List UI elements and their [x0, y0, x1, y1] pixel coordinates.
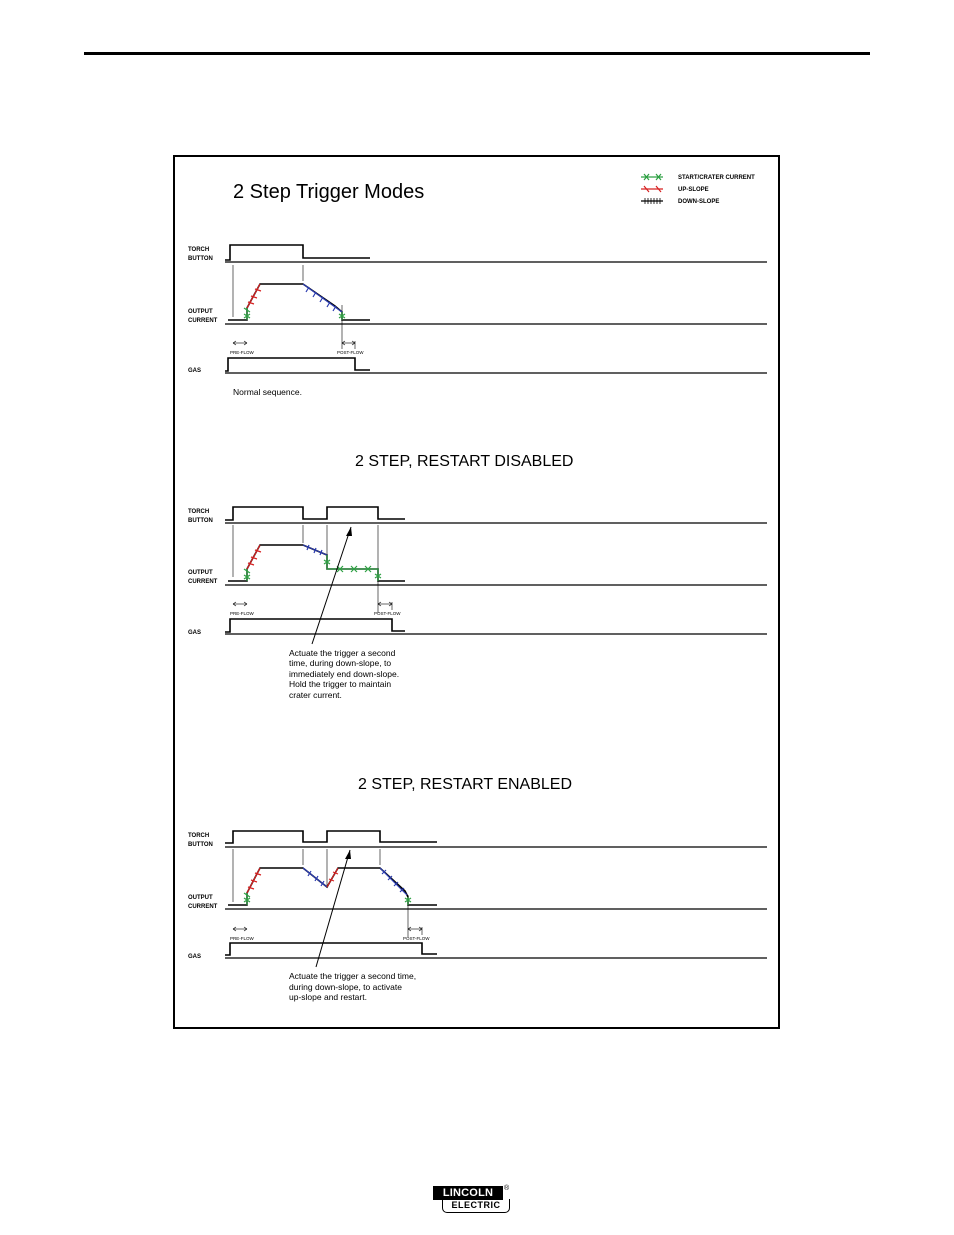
restart-disabled-diagram [188, 453, 767, 700]
normal-sequence-note: Normal sequence. [233, 387, 302, 397]
output-label-line1: OUTPUT [188, 309, 213, 315]
gas-label: GAS [188, 954, 202, 960]
torch-button-trace [225, 831, 437, 843]
legend-up-slope-swatch [641, 186, 663, 192]
torch-button-trace [225, 507, 405, 520]
pre-flow-label: PRE-FLOW [230, 611, 254, 616]
restart-enabled-heading: 2 STEP, RESTART ENABLED [358, 776, 573, 793]
diagram-frame [173, 155, 780, 1029]
gas-trace [225, 619, 405, 632]
torch-button-trace [225, 245, 370, 260]
pre-flow-label: PRE-FLOW [230, 350, 254, 355]
torch-label-line2: BUTTON [188, 518, 213, 524]
diagram-title: 2 Step Trigger Modes [233, 181, 425, 203]
legend-down-slope-swatch [641, 198, 663, 204]
post-flow-label: POST-FLOW [337, 350, 364, 355]
restart-disabled-heading: 2 STEP, RESTART DISABLED [355, 453, 574, 470]
restart-enabled-note-line2: during down-slope, to activate [289, 982, 402, 992]
legend-up-slope-label: UP-SLOPE [678, 187, 709, 193]
output-label-line2: CURRENT [188, 318, 218, 324]
torch-label-line2: BUTTON [188, 256, 213, 262]
legend-down-slope-label: DOWN-SLOPE [678, 199, 720, 205]
pre-flow-label: PRE-FLOW [230, 936, 254, 941]
annotation-arrowhead [345, 850, 351, 859]
annotation-arrowhead [346, 527, 352, 536]
restart-enabled-note-line1: Actuate the trigger a second time, [289, 971, 417, 981]
trigger-modes-diagram [175, 157, 778, 1027]
logo-registered-mark: ® [504, 1185, 510, 1192]
gas-trace [225, 943, 437, 955]
torch-label-line1: TORCH [188, 247, 210, 253]
gas-trace [225, 358, 370, 371]
output-current-trace [228, 868, 437, 905]
restart-disabled-note-line2: time, during down-slope, to [289, 658, 392, 668]
restart-enabled-diagram [188, 776, 767, 1002]
restart-disabled-note-line4: Hold the trigger to maintain [289, 679, 392, 689]
gas-label: GAS [188, 630, 202, 636]
output-label-line2: CURRENT [188, 579, 218, 585]
top-rule [84, 52, 870, 55]
restart-enabled-note-line3: up-slope and restart. [289, 992, 367, 1002]
post-flow-label: POST-FLOW [374, 611, 401, 616]
restart-disabled-note-line5: crater current. [289, 690, 342, 700]
output-label-line1: OUTPUT [188, 570, 213, 576]
logo-bottom-text: ELECTRIC [442, 1199, 510, 1213]
output-label-line2: CURRENT [188, 904, 218, 910]
lincoln-electric-logo [433, 1186, 513, 1216]
legend-start-crater-swatch [641, 174, 663, 180]
gas-label: GAS [188, 368, 202, 374]
restart-disabled-note-line1: Actuate the trigger a second [289, 648, 396, 658]
normal-sequence-diagram [188, 245, 767, 397]
output-label-line1: OUTPUT [188, 895, 213, 901]
torch-label-line1: TORCH [188, 509, 210, 515]
legend [641, 174, 755, 205]
torch-label-line1: TORCH [188, 833, 210, 839]
post-flow-label: POST-FLOW [403, 936, 430, 941]
torch-label-line2: BUTTON [188, 842, 213, 848]
logo-top-text: LINCOLN [433, 1186, 503, 1200]
restart-disabled-note-line3: immediately end down-slope. [289, 669, 400, 679]
legend-start-crater-label: START/CRATER CURRENT [678, 175, 755, 181]
